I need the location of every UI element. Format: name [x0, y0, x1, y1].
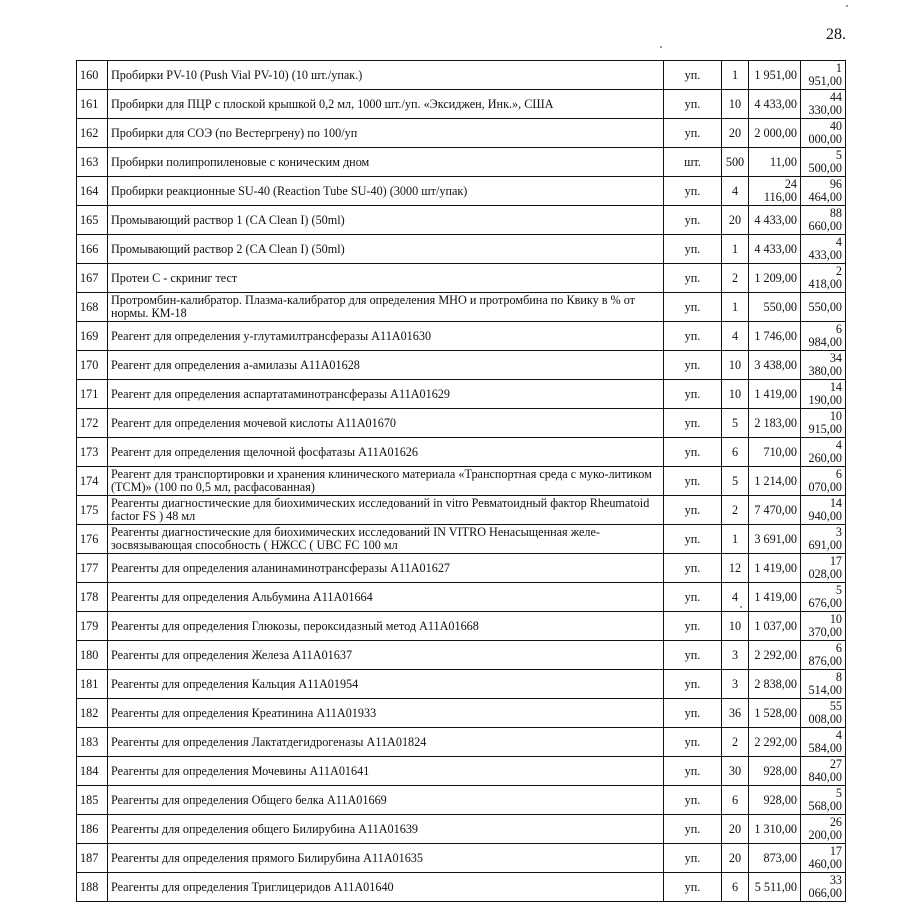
item-sum: 4 584,00 [801, 728, 846, 757]
table-row [77, 467, 846, 496]
item-price: 4 433,00 [749, 206, 801, 235]
item-name: Пробирки для ПЦР с плоской крышкой 0,2 мл, 1000 шт./уп. «Эксиджен, Инк.», США [108, 90, 664, 119]
item-quantity: 10 [722, 351, 749, 380]
item-quantity: 20 [722, 844, 749, 873]
item-unit: уп. [664, 177, 722, 206]
item-sum: 4 260,00 [801, 438, 846, 467]
table-row [77, 699, 846, 728]
item-quantity: 500 [722, 148, 749, 177]
item-unit: уп. [664, 438, 722, 467]
row-number: 184 [77, 757, 108, 786]
item-name: Реагенты диагностические для биохимических исследований in vitro Ревматоидный фактор Rheumatoid factor FS ) 48 мл [108, 496, 664, 525]
item-unit: уп. [664, 641, 722, 670]
item-sum: 550,00 [801, 293, 846, 322]
item-name: Реагенты для определения Альбумина A11A01664 [108, 583, 664, 612]
row-number: 168 [77, 293, 108, 322]
item-name: Реагенты для определения Креатинина A11A01933 [108, 699, 664, 728]
table-row [77, 641, 846, 670]
item-price: 1 037,00 [749, 612, 801, 641]
row-number: 169 [77, 322, 108, 351]
row-number: 179 [77, 612, 108, 641]
row-number: 180 [77, 641, 108, 670]
table-row [77, 496, 846, 525]
row-number: 162 [77, 119, 108, 148]
item-quantity: 3 [722, 670, 749, 699]
row-number: 171 [77, 380, 108, 409]
item-sum: 27 840,00 [801, 757, 846, 786]
item-price: 1 214,00 [749, 467, 801, 496]
item-name: Пробирки полипропиленовые с коническим дном [108, 148, 664, 177]
table-row [77, 177, 846, 206]
table-row [77, 119, 846, 148]
item-unit: уп. [664, 873, 722, 902]
row-number: 174 [77, 467, 108, 496]
table-row [77, 264, 846, 293]
item-quantity: 1 [722, 293, 749, 322]
table-row [77, 612, 846, 641]
item-name: Реагент для транспортировки и хранения клинического материала «Транспортная среда с муко-литиком (ТСМ)» (100 по 0,5 мл, расфасованная) [108, 467, 664, 496]
item-quantity: 4 [722, 177, 749, 206]
scan-speck [846, 5, 848, 7]
item-unit: уп. [664, 409, 722, 438]
item-quantity: 10 [722, 380, 749, 409]
item-price: 1 209,00 [749, 264, 801, 293]
item-quantity: 20 [722, 815, 749, 844]
item-name: Реагенты для определения прямого Билирубина A11A01635 [108, 844, 664, 873]
item-unit: уп. [664, 380, 722, 409]
table-row [77, 873, 846, 902]
item-price: 2 292,00 [749, 728, 801, 757]
item-price: 928,00 [749, 786, 801, 815]
row-number: 160 [77, 61, 108, 90]
item-sum: 33 066,00 [801, 873, 846, 902]
item-quantity: 20 [722, 119, 749, 148]
item-price: 1 746,00 [749, 322, 801, 351]
table-row [77, 554, 846, 583]
item-quantity: 6 [722, 438, 749, 467]
item-quantity: 36 [722, 699, 749, 728]
table-row [77, 670, 846, 699]
item-name: Пробирки для СОЭ (по Вестергрену) по 100/уп [108, 119, 664, 148]
item-name: Промывающий раствор 1 (CA Clean I) (50ml) [108, 206, 664, 235]
table-row [77, 409, 846, 438]
row-number: 170 [77, 351, 108, 380]
item-quantity: 10 [722, 612, 749, 641]
item-unit: уп. [664, 264, 722, 293]
item-sum: 3 691,00 [801, 525, 846, 554]
item-unit: уп. [664, 119, 722, 148]
row-number: 166 [77, 235, 108, 264]
item-sum: 2 418,00 [801, 264, 846, 293]
item-price: 1 419,00 [749, 380, 801, 409]
table-row [77, 815, 846, 844]
row-number: 172 [77, 409, 108, 438]
item-name: Реагенты для определения общего Билирубина A11A01639 [108, 815, 664, 844]
item-name: Реагент для определения аспартатаминотрансферазы A11A01629 [108, 380, 664, 409]
item-unit: уп. [664, 206, 722, 235]
item-name: Пробирки реакционные SU-40 (Reaction Tube SU-40) (3000 шт/упак) [108, 177, 664, 206]
item-price: 2 838,00 [749, 670, 801, 699]
item-sum: 88 660,00 [801, 206, 846, 235]
item-unit: уп. [664, 467, 722, 496]
item-sum: 4 433,00 [801, 235, 846, 264]
item-price: 1 419,00 [749, 554, 801, 583]
item-quantity: 2 [722, 264, 749, 293]
row-number: 164 [77, 177, 108, 206]
item-unit: уп. [664, 496, 722, 525]
item-sum: 26 200,00 [801, 815, 846, 844]
item-quantity: 6 [722, 786, 749, 815]
item-unit: уп. [664, 728, 722, 757]
item-unit: уп. [664, 322, 722, 351]
item-sum: 34 380,00 [801, 351, 846, 380]
item-name: Реагенты для определения Глюкозы, пероксидазный метод A11A01668 [108, 612, 664, 641]
items-table-body [77, 61, 846, 902]
item-price: 2 292,00 [749, 641, 801, 670]
table-row [77, 322, 846, 351]
table-row [77, 61, 846, 90]
table-row [77, 583, 846, 612]
item-price: 550,00 [749, 293, 801, 322]
item-sum: 5 568,00 [801, 786, 846, 815]
item-unit: шт. [664, 148, 722, 177]
item-quantity: 2 [722, 496, 749, 525]
item-name: Реагенты для определения Общего белка A11A01669 [108, 786, 664, 815]
item-unit: уп. [664, 61, 722, 90]
item-name: Реагент для определения мочевой кислоты A11A01670 [108, 409, 664, 438]
item-sum: 17 028,00 [801, 554, 846, 583]
item-price: 710,00 [749, 438, 801, 467]
item-price: 4 433,00 [749, 235, 801, 264]
item-unit: уп. [664, 612, 722, 641]
table-row [77, 351, 846, 380]
item-sum: 8 514,00 [801, 670, 846, 699]
item-name: Реагенты для определения Мочевины A11A01641 [108, 757, 664, 786]
item-price: 3 691,00 [749, 525, 801, 554]
item-price: 7 470,00 [749, 496, 801, 525]
item-quantity: 30 [722, 757, 749, 786]
item-sum: 6 876,00 [801, 641, 846, 670]
table-row [77, 786, 846, 815]
item-unit: уп. [664, 554, 722, 583]
items-table [76, 60, 846, 902]
table-row [77, 90, 846, 119]
item-unit: уп. [664, 90, 722, 119]
page-number: 28. [826, 26, 846, 43]
row-number: 187 [77, 844, 108, 873]
item-quantity: 1 [722, 61, 749, 90]
item-sum: 6 070,00 [801, 467, 846, 496]
row-number: 161 [77, 90, 108, 119]
item-sum: 10 915,00 [801, 409, 846, 438]
row-number: 163 [77, 148, 108, 177]
table-row [77, 757, 846, 786]
item-price: 928,00 [749, 757, 801, 786]
table-row [77, 728, 846, 757]
item-price: 4 433,00 [749, 90, 801, 119]
item-price: 2 183,00 [749, 409, 801, 438]
table-row [77, 148, 846, 177]
item-price: 1 951,00 [749, 61, 801, 90]
item-name: Пробирки PV-10 (Push Vial PV-10) (10 шт./упак.) [108, 61, 664, 90]
item-unit: уп. [664, 525, 722, 554]
item-unit: уп. [664, 583, 722, 612]
row-number: 167 [77, 264, 108, 293]
item-unit: уп. [664, 815, 722, 844]
item-price: 1 419,00 [749, 583, 801, 612]
item-unit: уп. [664, 351, 722, 380]
item-name: Реагенты для определения Кальция A11A01954 [108, 670, 664, 699]
item-quantity: 2 [722, 728, 749, 757]
row-number: 182 [77, 699, 108, 728]
item-price: 5 511,00 [749, 873, 801, 902]
row-number: 181 [77, 670, 108, 699]
row-number: 165 [77, 206, 108, 235]
table-row [77, 235, 846, 264]
table-row [77, 206, 846, 235]
item-price: 1 528,00 [749, 699, 801, 728]
table-row [77, 438, 846, 467]
item-sum: 1 951,00 [801, 61, 846, 90]
item-quantity: 20 [722, 206, 749, 235]
item-name: Протеи С - скриниг тест [108, 264, 664, 293]
table-row [77, 844, 846, 873]
item-quantity: 4 [722, 322, 749, 351]
row-number: 177 [77, 554, 108, 583]
item-price: 2 000,00 [749, 119, 801, 148]
item-unit: уп. [664, 786, 722, 815]
row-number: 186 [77, 815, 108, 844]
item-price: 11,00 [749, 148, 801, 177]
row-number: 185 [77, 786, 108, 815]
item-unit: уп. [664, 235, 722, 264]
row-number: 175 [77, 496, 108, 525]
item-name: Промывающий раствор 2 (CA Clean I) (50ml) [108, 235, 664, 264]
row-number: 188 [77, 873, 108, 902]
item-name: Протромбин-калибратор. Плазма-калибратор для определения МНО и протромбина по Квику в % от нормы. КМ-18 [108, 293, 664, 322]
item-quantity: 10 [722, 90, 749, 119]
item-sum: 5 500,00 [801, 148, 846, 177]
item-quantity: 5 [722, 467, 749, 496]
item-quantity: 3 [722, 641, 749, 670]
item-sum: 14 940,00 [801, 496, 846, 525]
item-price: 3 438,00 [749, 351, 801, 380]
table-row [77, 293, 846, 322]
row-number: 178 [77, 583, 108, 612]
item-name: Реагент для определения у-глутамилтрансферазы A11A01630 [108, 322, 664, 351]
item-name: Реагенты для определения Железа A11A01637 [108, 641, 664, 670]
item-sum: 96 464,00 [801, 177, 846, 206]
table-row [77, 525, 846, 554]
scan-speck [660, 46, 662, 48]
item-unit: уп. [664, 699, 722, 728]
item-quantity: 1 [722, 525, 749, 554]
item-unit: уп. [664, 844, 722, 873]
row-number: 183 [77, 728, 108, 757]
item-sum: 14 190,00 [801, 380, 846, 409]
item-name: Реагент для определения а-амилазы A11A01628 [108, 351, 664, 380]
row-number: 176 [77, 525, 108, 554]
item-unit: уп. [664, 670, 722, 699]
item-name: Реагенты для определения Триглицеридов A11A01640 [108, 873, 664, 902]
item-sum: 44 330,00 [801, 90, 846, 119]
item-name: Реагенты для определения аланинаминотрансферазы A11A01627 [108, 554, 664, 583]
row-number: 173 [77, 438, 108, 467]
item-unit: уп. [664, 293, 722, 322]
item-unit: уп. [664, 757, 722, 786]
item-quantity: 1 [722, 235, 749, 264]
item-quantity: 5 [722, 409, 749, 438]
item-price: 1 310,00 [749, 815, 801, 844]
item-quantity: 12 [722, 554, 749, 583]
table-row [77, 380, 846, 409]
item-name: Реагенты для определения Лактатдегидрогеназы A11A01824 [108, 728, 664, 757]
item-name: Реагенты диагностические для биохимических исследований IN VITRO Ненасыщенная желе-зосвязывающая способность ( НЖСС ( UBC FC 100 мл [108, 525, 664, 554]
item-quantity: 6 [722, 873, 749, 902]
item-sum: 5 676,00 [801, 583, 846, 612]
item-sum: 6 984,00 [801, 322, 846, 351]
item-quantity: 4 [722, 583, 749, 612]
item-sum: 55 008,00 [801, 699, 846, 728]
item-sum: 17 460,00 [801, 844, 846, 873]
item-sum: 10 370,00 [801, 612, 846, 641]
item-name: Реагент для определения щелочной фосфатазы A11A01626 [108, 438, 664, 467]
item-price: 24 116,00 [749, 177, 801, 206]
item-price: 873,00 [749, 844, 801, 873]
item-sum: 40 000,00 [801, 119, 846, 148]
